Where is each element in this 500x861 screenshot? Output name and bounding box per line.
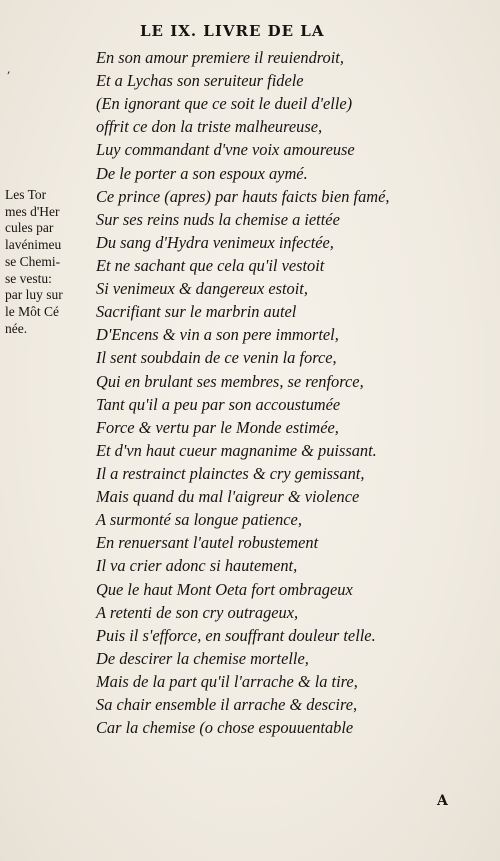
marginal-note-line: Les Tor: [5, 187, 47, 202]
verse-line: De le porter a son espoux aymé.: [96, 163, 308, 183]
verse-line: Mais de la part qu'il l'arrache & la tire,: [96, 671, 358, 691]
verse-line: Ce prince (apres) par hauts faicts bien famé,: [96, 186, 390, 206]
verse-line: A surmonté sa longue patience,: [96, 510, 302, 530]
marginal-note-line: née.: [5, 320, 28, 336]
stray-ink-mark: ,: [7, 63, 11, 76]
verse-line: Du sang d'Hydra venimeux infectée,: [96, 232, 334, 252]
marginal-note-line: se Chemi-: [5, 253, 61, 269]
verse-line: offrit ce don la triste malheureuse,: [96, 117, 323, 137]
marginal-note-line: lavénimeu: [5, 237, 62, 253]
marginal-note-line: se vestu:: [5, 270, 52, 286]
verse-line: Sacrifiant sur le marbrin autel: [96, 302, 297, 322]
verse-line: Qui en brulant ses membres, se renforce,: [96, 371, 364, 391]
verse-line: En renuersant l'autel robustement: [96, 533, 319, 553]
verse-line: Et ne sachant que cela qu'il vestoit: [96, 255, 325, 275]
verse-line: Si venimeux & dangereux estoit,: [96, 279, 308, 299]
verse-line: Il sent soubdain de ce venin la force,: [96, 348, 337, 368]
marginal-note-line: cules par: [5, 220, 54, 236]
verse-line: Mais quand du mal l'aigreur & violence: [96, 487, 360, 507]
verse-line: A retenti de son cry outrageux,: [96, 602, 299, 622]
verse-line: Et a Lychas son seruiteur fidele: [96, 71, 304, 91]
verse-line: Et d'vn haut cueur magnanime & puissant.: [96, 440, 377, 460]
marginal-note: [5, 187, 89, 337]
verse-line: (En ignorant que ce soit le dueil d'elle): [96, 94, 353, 114]
verse-line: Tant qu'il a peu par son accoustumée: [96, 394, 341, 414]
marginal-note-line: le Môt Cé: [5, 303, 59, 319]
verse-line: Sur ses reins nuds la chemise a iettée: [96, 209, 340, 229]
verse-line: Que le haut Mont Oeta fort ombrageux: [96, 579, 353, 599]
marginal-note-line: mes d'Her: [5, 203, 60, 219]
running-head: LE IX. LIVRE DE LA: [140, 22, 325, 40]
verse-line: De descirer la chemise mortelle,: [96, 648, 309, 668]
verse-line: Car la chemise (o chose espouuentable: [96, 718, 354, 738]
verse-block: [96, 46, 389, 739]
verse-line: Il a restrainct plainctes & cry gemissant,: [96, 463, 365, 483]
verse-line: D'Encens & vin a son pere immortel,: [96, 325, 339, 345]
catchword: A: [437, 793, 448, 809]
marginal-note-line: par luy sur: [5, 287, 63, 303]
verse-line: En son amour premiere il reuiendroit,: [96, 48, 344, 67]
verse-line: Luy commandant d'vne voix amoureuse: [96, 140, 355, 160]
verse-line: Il va crier adonc si hautement,: [96, 556, 298, 576]
verse-line: Puis il s'efforce, en souffrant douleur telle.: [96, 625, 376, 645]
verse-line: Sa chair ensemble il arrache & descire,: [96, 695, 358, 715]
verse-line: Force & vertu par le Monde estimée,: [96, 417, 339, 437]
